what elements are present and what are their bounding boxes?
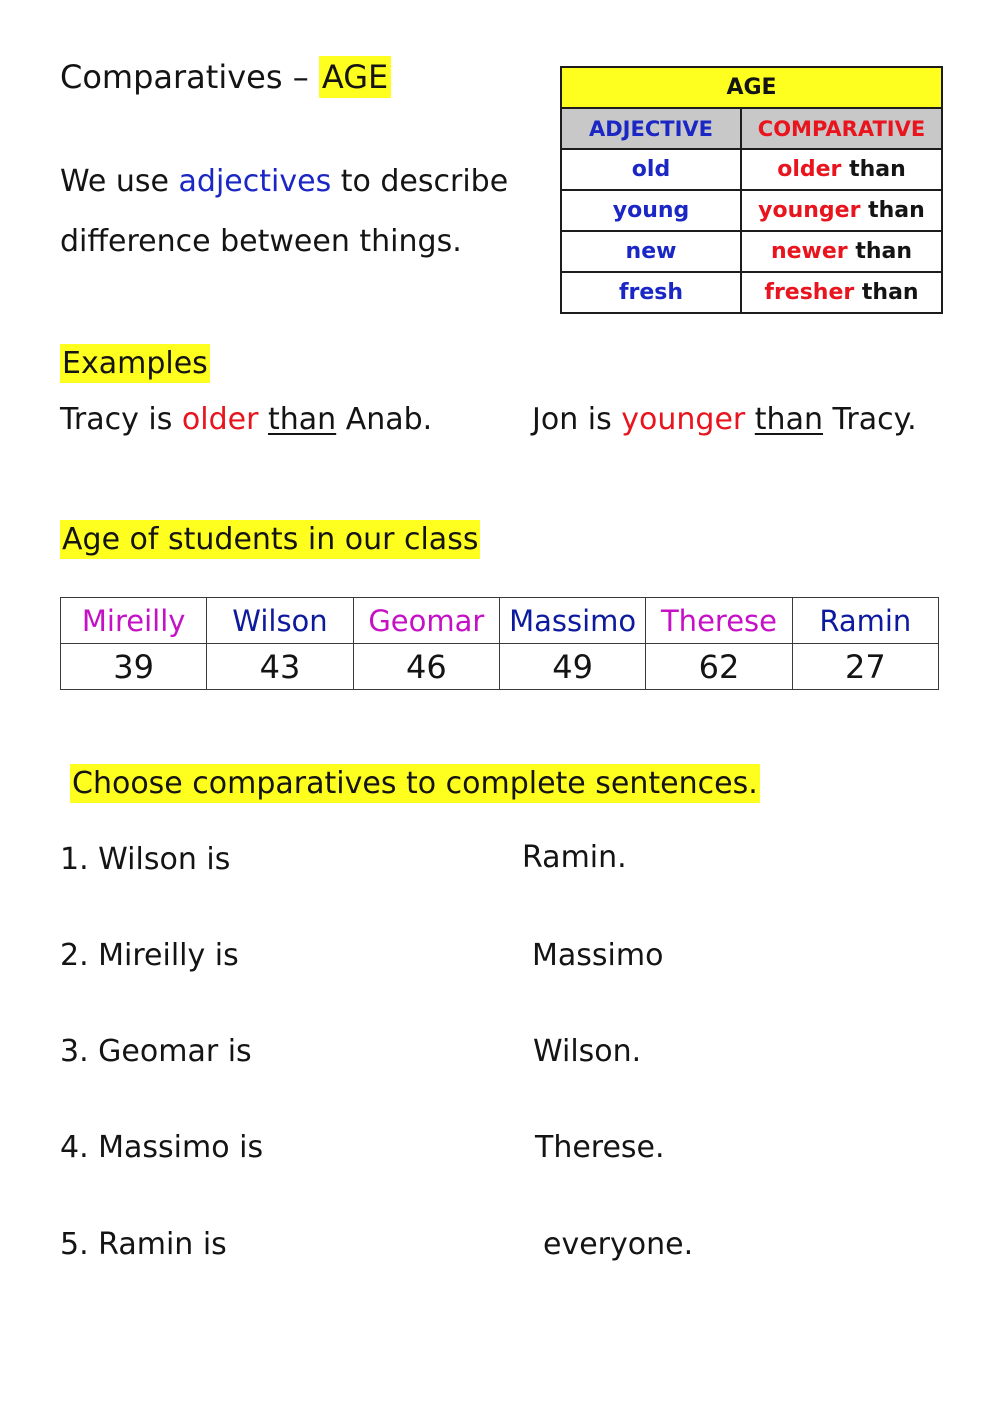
col-adjective-header: ADJECTIVE — [561, 108, 741, 149]
example-subject: Jon is — [532, 402, 622, 437]
page-title — [60, 58, 391, 96]
student-age-cell: 27 — [792, 644, 938, 690]
comparatives-reference-table — [560, 66, 943, 314]
title-highlight: AGE — [319, 56, 391, 98]
than-word: than — [841, 157, 906, 182]
example-rest: Tracy. — [822, 402, 917, 437]
question-4-left: 4. Massimo is — [60, 1130, 264, 1165]
adjective-cell: young — [561, 190, 741, 231]
question-5-right: everyone. — [543, 1227, 694, 1262]
ref-row — [561, 272, 942, 313]
example-comparative: older — [181, 402, 259, 437]
comparative-word: older — [777, 157, 842, 182]
student-age-cell: 49 — [499, 644, 645, 690]
col-comparative-header: COMPARATIVE — [741, 108, 942, 149]
students-heading: Age of students in our class — [62, 522, 479, 557]
student-name-cell: Mireilly — [61, 598, 207, 644]
title-prefix: Comparatives – — [60, 58, 319, 96]
example-than: than — [268, 402, 337, 437]
than-word: than — [860, 198, 925, 223]
student-age-cell: 62 — [646, 644, 792, 690]
question-5-left: 5. Ramin is — [60, 1227, 227, 1262]
adjective-cell: fresh — [561, 272, 741, 313]
ref-row — [561, 231, 942, 272]
ref-row — [561, 190, 942, 231]
ref-table-header: AGE — [561, 67, 942, 108]
ref-row — [561, 149, 942, 190]
student-name-cell: Therese — [646, 598, 792, 644]
comparative-cell — [741, 231, 942, 272]
student-age-cell: 39 — [61, 644, 207, 690]
comparative-cell — [741, 272, 942, 313]
student-name-cell: Geomar — [353, 598, 499, 644]
comparative-word: newer — [770, 239, 848, 264]
question-3-left: 3. Geomar is — [60, 1034, 252, 1069]
example-sentence-1 — [60, 402, 432, 437]
adjective-cell: old — [561, 149, 741, 190]
student-ages-row — [61, 644, 939, 690]
intro-part2: to describe difference between things. — [60, 164, 509, 259]
question-1-right: Ramin. — [522, 840, 627, 875]
question-4-right: Therese. — [535, 1130, 665, 1165]
example-sentence-2 — [532, 402, 917, 437]
question-3-right: Wilson. — [533, 1034, 642, 1069]
intro-text — [60, 152, 520, 272]
student-name-cell: Ramin — [792, 598, 938, 644]
question-2-right: Massimo — [532, 938, 664, 973]
student-age-cell: 46 — [353, 644, 499, 690]
example-subject: Tracy is — [60, 402, 182, 437]
comparative-word: fresher — [764, 280, 855, 305]
than-word: than — [847, 239, 913, 264]
example-than: than — [754, 402, 823, 437]
example-comparative: younger — [621, 402, 746, 437]
example-rest: Anab. — [336, 402, 433, 437]
than-word: than — [854, 280, 919, 305]
student-name-cell: Wilson — [207, 598, 353, 644]
comparative-word: younger — [758, 198, 861, 223]
student-age-cell: 43 — [207, 644, 353, 690]
students-age-table — [60, 597, 939, 690]
question-1-left: 1. Wilson is — [60, 842, 231, 877]
student-names-row — [61, 598, 939, 644]
intro-part1: We use — [60, 164, 179, 199]
comparative-cell — [741, 149, 942, 190]
question-2-left: 2. Mireilly is — [60, 938, 239, 973]
task-heading: Choose comparatives to complete sentences. — [72, 766, 758, 801]
examples-heading: Examples — [62, 346, 208, 381]
student-name-cell: Massimo — [499, 598, 645, 644]
adjective-cell: new — [561, 231, 741, 272]
intro-keyword: adjectives — [178, 164, 332, 199]
comparative-cell — [741, 190, 942, 231]
